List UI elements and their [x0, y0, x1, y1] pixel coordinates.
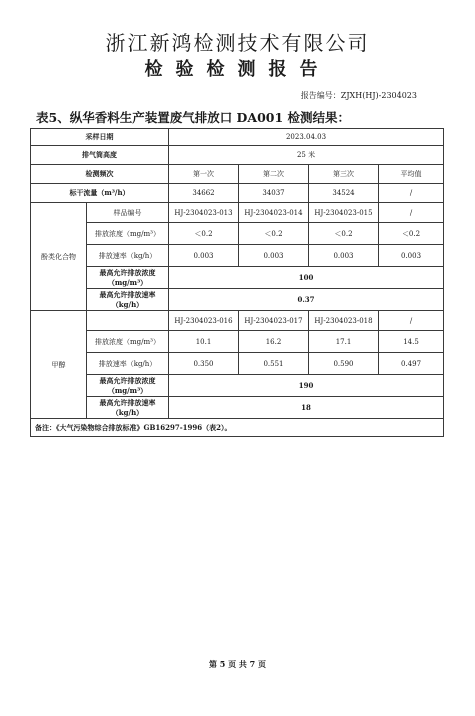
conc-cell: 10.1 — [169, 331, 239, 353]
table-row — [31, 165, 444, 184]
conc-cell: ＜0.2 — [169, 223, 239, 245]
table-row — [31, 146, 444, 165]
rate-cell: 0.551 — [239, 353, 309, 375]
flow-label: 标干流量（m³/h） — [31, 184, 169, 203]
sample-id-cell: HJ-2304023-014 — [239, 203, 309, 223]
methanol-group-label: 甲醇 — [31, 311, 87, 419]
table-row — [31, 397, 444, 419]
table-row — [31, 289, 444, 311]
sample-id-cell: HJ-2304023-017 — [239, 311, 309, 331]
rate-cell: 0.497 — [379, 353, 444, 375]
conc-label: 排放浓度（mg/m³） — [87, 331, 169, 353]
table-row — [31, 223, 444, 245]
conc-cell: ＜0.2 — [379, 223, 444, 245]
report-number: 报告编号：ZJXH(HJ)-2304023 — [300, 91, 417, 100]
conc-cell: ＜0.2 — [239, 223, 309, 245]
max-rate-value: 0.37 — [169, 289, 444, 311]
max-conc-value: 100 — [169, 267, 444, 289]
rate-label: 排放速率（kg/h） — [87, 245, 169, 267]
flow-cell: 34662 — [169, 184, 239, 203]
max-rate-label: 最高允许排放速率（kg/h） — [87, 397, 169, 419]
flow-cell: 34524 — [309, 184, 379, 203]
stack-height-label: 排气筒高度 — [31, 146, 169, 165]
rate-cell: 0.350 — [169, 353, 239, 375]
rate-cell: 0.003 — [379, 245, 444, 267]
max-rate-value: 18 — [169, 397, 444, 419]
rate-cell: 0.590 — [309, 353, 379, 375]
table-row — [31, 331, 444, 353]
sample-id-cell: HJ-2304023-016 — [169, 311, 239, 331]
table-row — [31, 203, 444, 223]
conc-cell: 14.5 — [379, 331, 444, 353]
sample-id-cell: / — [379, 203, 444, 223]
conc-cell: 17.1 — [309, 331, 379, 353]
max-conc-value: 190 — [169, 375, 444, 397]
table-row — [31, 419, 444, 437]
table-row — [31, 353, 444, 375]
results-table — [30, 128, 444, 437]
table-row — [31, 375, 444, 397]
conc-cell: 16.2 — [239, 331, 309, 353]
sampling-date-value: 2023.04.03 — [169, 129, 444, 146]
sampling-date-label: 采样日期 — [31, 129, 169, 146]
sample-id-label: 样品编号 — [87, 203, 169, 223]
flow-cell: 34037 — [239, 184, 309, 203]
report-title: 检验检测报告 — [144, 59, 331, 80]
table-row — [31, 267, 444, 289]
freq-cell: 第二次 — [239, 165, 309, 184]
max-rate-label: 最高允许排放速率（kg/h） — [87, 289, 169, 311]
sample-id-cell: / — [379, 311, 444, 331]
sample-id-label — [87, 311, 169, 331]
table-row — [31, 245, 444, 267]
max-conc-label: 最高允许排放浓度（mg/m³） — [87, 267, 169, 289]
frequency-label: 检测频次 — [31, 165, 169, 184]
max-conc-label: 最高允许排放浓度（mg/m³） — [87, 375, 169, 397]
sample-id-cell: HJ-2304023-015 — [309, 203, 379, 223]
flow-cell: / — [379, 184, 444, 203]
table-note: 备注：《大气污染物综合排放标准》GB16297-1996（表2）。 — [31, 419, 444, 437]
conc-cell: ＜0.2 — [309, 223, 379, 245]
freq-cell: 平均值 — [379, 165, 444, 184]
freq-cell: 第三次 — [309, 165, 379, 184]
table-title: 表5、纵华香料生产装置废气排放口 DA001 检测结果： — [36, 110, 351, 125]
freq-cell: 第一次 — [169, 165, 239, 184]
rate-cell: 0.003 — [309, 245, 379, 267]
table-row — [31, 311, 444, 331]
company-name: 浙江新鸿检测技术有限公司 — [105, 31, 370, 55]
sample-id-cell: HJ-2304023-013 — [169, 203, 239, 223]
rate-cell: 0.003 — [239, 245, 309, 267]
sample-id-cell: HJ-2304023-018 — [309, 311, 379, 331]
phenol-group-label: 酚类化合物 — [31, 203, 87, 311]
rate-cell: 0.003 — [169, 245, 239, 267]
stack-height-value: 25 米 — [169, 146, 444, 165]
rate-label: 排放速率（kg/h） — [87, 353, 169, 375]
page-footer: 第 5 页 共 7 页 — [208, 659, 267, 669]
table-row — [31, 129, 444, 146]
conc-label: 排放浓度（mg/m³） — [87, 223, 169, 245]
table-row — [31, 184, 444, 203]
